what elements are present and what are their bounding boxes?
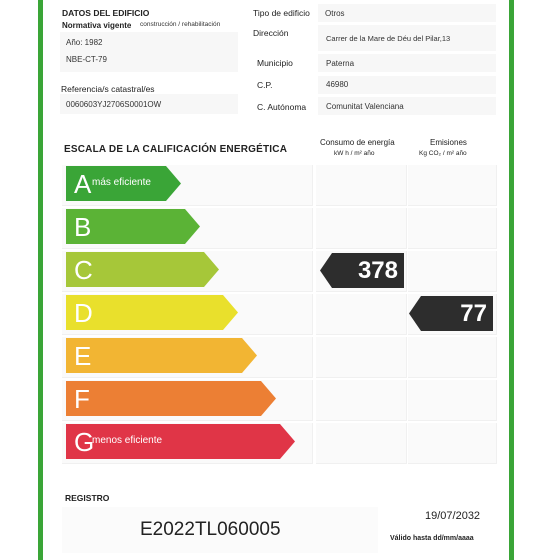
band-c — [66, 252, 219, 287]
grid-cell — [408, 251, 497, 292]
ref-value: 0060603YJ2706S0001OW — [66, 100, 162, 109]
band-d — [66, 295, 238, 330]
emisiones-units: Kg CO₂ / m² año — [419, 150, 467, 157]
autonoma-value: Comunitat Valenciana — [326, 102, 404, 111]
band-letter: C — [74, 255, 93, 285]
grid-cell — [408, 337, 497, 378]
band-sublabel: menos eficiente — [92, 435, 163, 446]
grid-cell — [316, 208, 407, 249]
band-b — [66, 209, 200, 244]
emisiones-value: 77 — [460, 300, 487, 327]
valid-until-label: Válido hasta dd/mm/aaaa — [390, 535, 474, 542]
band-e-arrow — [66, 338, 257, 373]
scale-title: ESCALA DE LA CALIFICACIÓN ENERGÉTICA — [64, 144, 288, 155]
autonoma-label: C. Autónoma — [257, 102, 307, 112]
consumo-units: kW h / m² año — [334, 150, 375, 157]
cp-value: 46980 — [326, 80, 349, 89]
normativa-label: Normativa vigente — [62, 21, 132, 30]
band-letter: G — [74, 427, 95, 457]
tipo-box — [318, 4, 496, 22]
consumo-value: 378 — [357, 257, 398, 284]
band-letter: E — [74, 341, 92, 371]
grid-cell — [408, 423, 497, 464]
consumo-indicator — [320, 253, 404, 288]
band-sublabel: más eficiente — [92, 177, 151, 188]
band-a — [66, 166, 181, 201]
frame-border-left — [38, 0, 43, 560]
grid-cell — [316, 337, 407, 378]
band-letter: A — [74, 169, 92, 199]
direccion-value: Carrer de la Mare de Déu del Pilar,13 — [326, 34, 451, 43]
grid-cell — [316, 165, 407, 206]
grid-cell — [408, 380, 497, 421]
band-letter: F — [74, 384, 90, 414]
frame-border-right — [509, 0, 514, 560]
band-f-arrow — [66, 381, 276, 416]
band-e — [66, 338, 257, 373]
direccion-label: Dirección — [253, 28, 289, 38]
registro-date: 19/07/2032 — [425, 510, 481, 522]
registro-number: E2022TL060005 — [140, 519, 281, 540]
municipio-label: Municipio — [257, 58, 293, 68]
emisiones-indicator — [409, 296, 493, 331]
registro-label: REGISTRO — [65, 493, 110, 503]
ref-label: Referencia/s catastral/es — [61, 84, 155, 94]
tipo-value: Otros — [325, 9, 345, 18]
band-letter: B — [74, 212, 92, 242]
year-value: Año: 1982 — [66, 38, 103, 47]
band-f — [66, 381, 276, 416]
normativa-value: construcción / rehabilitación — [140, 21, 221, 28]
norm-value: NBE-CT-79 — [66, 55, 107, 64]
grid-cell — [408, 208, 497, 249]
tipo-label: Tipo de edificio — [253, 8, 310, 18]
grid-cell — [316, 423, 407, 464]
grid-cell — [316, 294, 407, 335]
municipio-value: Paterna — [326, 59, 355, 68]
band-letter: D — [74, 298, 93, 328]
consumo-header: Consumo de energía — [320, 138, 395, 147]
grid-cell — [316, 380, 407, 421]
emisiones-header: Emisiones — [430, 138, 467, 147]
band-g — [66, 424, 295, 459]
building-section-title: DATOS DEL EDIFICIO — [62, 8, 150, 18]
cp-label: C.P. — [257, 80, 273, 90]
grid-cell — [408, 165, 497, 206]
